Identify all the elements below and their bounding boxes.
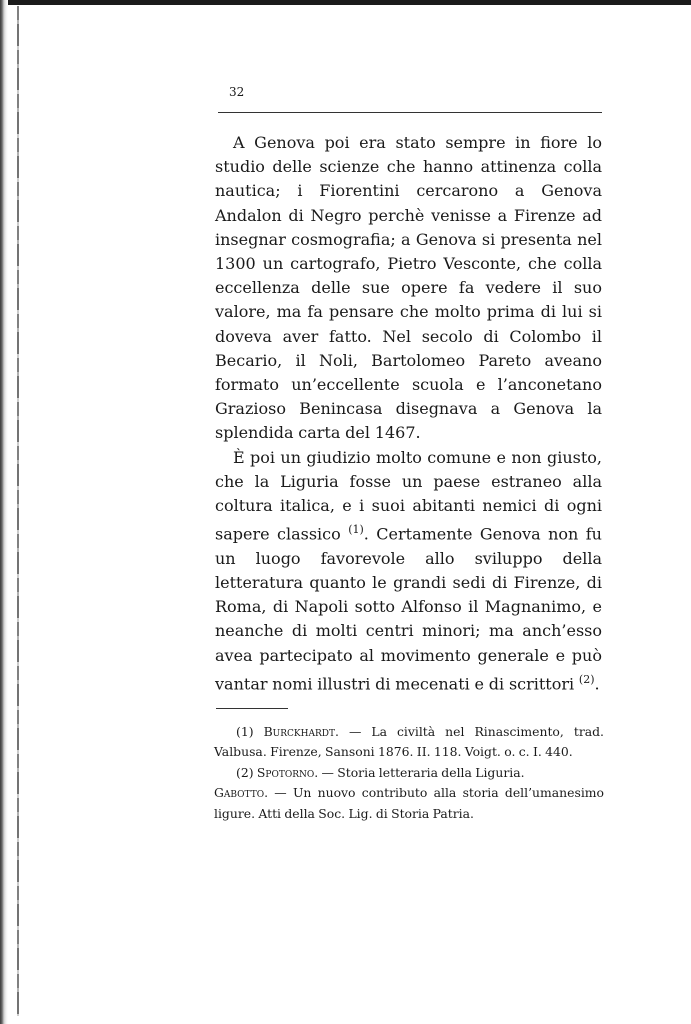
paragraph-2 <box>215 446 602 697</box>
scan-binding-line <box>17 6 19 1016</box>
scan-left-edge <box>0 0 8 1024</box>
page-number: 32 <box>229 85 245 99</box>
footnote-3 <box>214 783 604 824</box>
footnote-ref-2: (2) <box>578 672 595 686</box>
paragraph-2-text-b: . Certamente Genova non fu un luogo favorevole allo sviluppo della letteratura quanto le grandi sedi di Firenze, di Roma, di Napoli sotto Alfonso il Magnanimo, e neanche di molti centri minori; ma anch’esso avea partecipato al movimento generale e può vantar nomi illustri di mecenati e di scrittori <box>215 524 602 694</box>
footnote-2-marker: (2) <box>236 764 254 780</box>
paragraph-2-text-a: È poi un giudizio molto comune e non giusto, che la Liguria fosse un paese estraneo alla coltura italica, e i suoi abitanti nemici di ogni sapere classico <box>215 447 602 544</box>
footnote-3-text: — Un nuovo contributo alla storia dell’umanesimo ligure. Atti della Soc. Lig. di Storia Patria. <box>214 785 604 821</box>
scan-top-edge <box>0 0 691 5</box>
footnotes <box>214 722 604 824</box>
footnote-3-author: Gabotto. <box>214 785 269 801</box>
footnote-1-author: Burckhardt. <box>263 724 339 739</box>
footnote-1 <box>214 722 604 763</box>
paragraph-1: A Genova poi era stato sempre in fiore lo studio delle scienze che hanno attinenza colla nautica; i Fiorentini cercarono a Genova Andalon di Negro perchè venisse a Firenze ad insegnar cosmografia; a Genova si presenta nel 1300 un cartografo, Pietro Vesconte, che colla eccellenza delle sue opere fa vedere il suo valore, ma fa pensare che molto prima di lui si doveva aver fatto. Nel secolo di Colombo il Becario, il Noli, Bartolomeo Pareto aveano formato un’eccellente scuola e l’anconetano Grazioso Benincasa disegnava a Genova la splendida carta del 1467. <box>215 133 602 443</box>
header-rule <box>218 112 602 113</box>
footnote-1-marker: (1) <box>236 724 254 739</box>
footnote-1-text: — La civiltà nel Rinascimento, trad. Valbusa. Firenze, Sansoni 1876. II. 118. Voigt. o. c. I. 440. <box>214 724 604 760</box>
footnote-2-text: — Storia letteraria della Liguria. <box>318 764 525 780</box>
footnote-ref-1: (1) <box>348 523 364 537</box>
footnote-rule <box>216 708 288 709</box>
paragraph-2-end: . <box>594 674 600 694</box>
footnote-2-author: Spotorno. <box>256 764 319 780</box>
body-text <box>215 131 602 696</box>
footnote-2 <box>214 763 604 783</box>
